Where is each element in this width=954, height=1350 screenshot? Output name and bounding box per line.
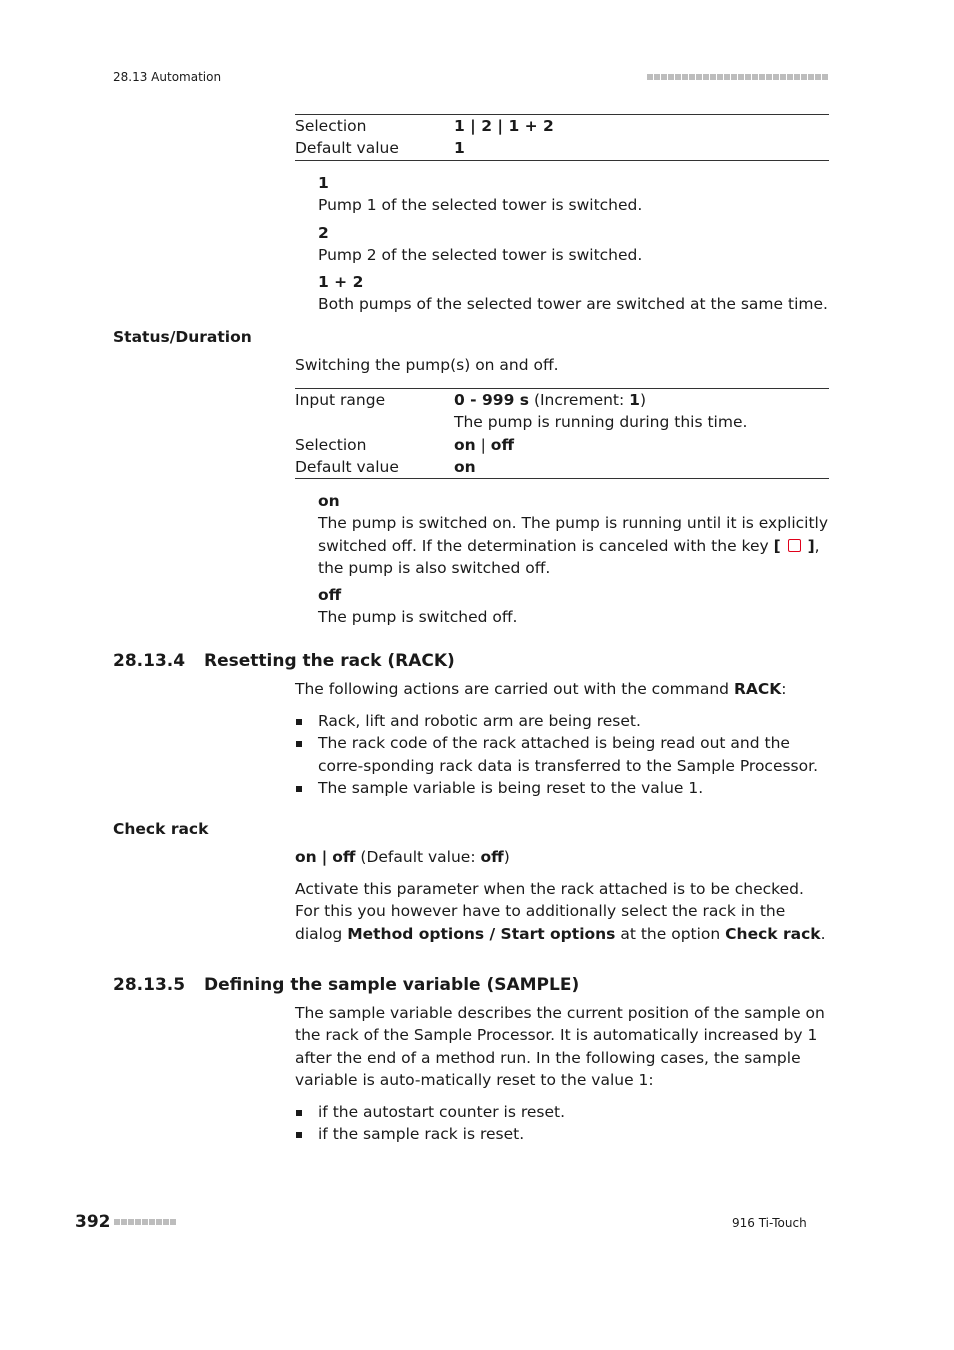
status-duration-heading: Status/Duration [113, 328, 252, 346]
param-key: Input range [295, 391, 386, 409]
page-number: 392 [75, 1212, 111, 1232]
table-row [295, 137, 829, 160]
list-item: The rack code of the rack attached is being read out and the corre-sponding rack data is transferred to the Sample Processor. [295, 732, 829, 777]
option-description: Pump 1 of the selected tower is switched. [318, 196, 643, 215]
on-description-part: , the pump is also switched off. [318, 536, 820, 577]
rack-intro-colon: : [781, 680, 787, 698]
section-heading-sample [113, 975, 579, 995]
list-item: if the sample rack is reset. [295, 1123, 829, 1145]
header-section-title: 28.13 Automation [113, 70, 222, 84]
check-default-value: off [480, 848, 504, 866]
option-term: on [318, 492, 340, 510]
input-range-value: 0 - 999 s [454, 391, 529, 409]
table-row [295, 389, 829, 434]
check-default-close: ) [503, 848, 510, 866]
increment-label: (Increment: [533, 391, 630, 409]
param-key: Default value [295, 139, 399, 158]
option-term: 1 [318, 174, 329, 192]
table-row [295, 434, 829, 456]
footer-product-name: 916 Ti-Touch [732, 1216, 807, 1230]
check-rack-values [295, 846, 829, 868]
check-default-label: (Default value: [360, 848, 481, 866]
key-open-bracket: [ [773, 536, 781, 555]
sample-cases-list [295, 1101, 829, 1146]
param-key: Selection [295, 117, 367, 135]
check-desc-period: . [820, 924, 826, 943]
key-close-bracket: ] [807, 536, 815, 555]
section-number: 28.13.4 [113, 651, 186, 671]
option-description: Pump 2 of the selected tower is switched. [318, 245, 643, 264]
pump-options-list [318, 168, 829, 316]
param-value: 1 | 2 | 1 + 2 [454, 117, 554, 135]
list-item: if the autostart counter is reset. [295, 1101, 829, 1123]
input-range-note: The pump is running during this time. [454, 413, 748, 432]
param-key: Default value [295, 457, 399, 476]
param-value [454, 434, 829, 456]
increment-value: 1 [629, 391, 640, 409]
option-term: 1 + 2 [318, 273, 364, 292]
table-row [295, 115, 829, 138]
section-title: Resetting the rack (RACK) [204, 651, 455, 671]
status-intro: Switching the pump(s) on and off. [295, 356, 559, 374]
param-key: Selection [295, 435, 367, 454]
check-desc-dialog: Method options / Start options [347, 924, 616, 943]
option-description: The pump is switched off. [318, 608, 518, 627]
on-description-part: The pump is switched on. The pump is running until it is explicitly switched off. If the determination is canceled with the key [318, 514, 829, 555]
list-item: Rack, lift and robotic arm are being reset. [295, 710, 829, 732]
option-term: off [318, 586, 342, 605]
rack-command: RACK [733, 680, 782, 698]
param-value: 1 [454, 139, 465, 158]
table-row [295, 456, 829, 479]
selection-separator: | [480, 435, 486, 454]
check-off: off [332, 848, 356, 866]
status-parameter-table [295, 388, 829, 479]
rack-intro-text: The following actions are carried out with the command [295, 680, 734, 698]
increment-close: ) [639, 391, 647, 409]
check-on: on [295, 848, 317, 866]
header-decoration-dots [647, 74, 828, 80]
option-term: 2 [318, 223, 329, 242]
check-desc-text: at the option [615, 924, 726, 943]
option-description: Both pumps of the selected tower are switched at the same time. [318, 295, 828, 314]
section-number: 28.13.5 [113, 975, 186, 995]
check-desc-text: Activate this parameter when the rack attached is to be checked. For this you however have to additionally select the rack in the dialog [295, 880, 804, 943]
check-rack-heading: Check rack [113, 820, 209, 838]
pump-parameter-table [295, 114, 829, 161]
option-description [318, 512, 829, 579]
rack-actions-list [295, 710, 829, 799]
selection-off: off [490, 435, 515, 454]
stop-key-icon [788, 539, 801, 552]
param-value: on [454, 457, 476, 476]
check-desc-option: Check rack [725, 924, 821, 943]
check-separator: | [321, 848, 328, 866]
status-options-list [318, 486, 829, 629]
sample-intro: The sample variable describes the current position of the sample on the rack of the Sample Processor. It is automatically increased by 1 after the end of a method run. In the following cases, the sample variable is auto-matically reset to the value 1: [295, 1004, 825, 1089]
footer-decoration-dots [114, 1219, 176, 1225]
section-title: Defining the sample variable (SAMPLE) [204, 975, 580, 995]
check-rack-description [295, 878, 829, 945]
rack-intro [295, 678, 829, 700]
list-item: The sample variable is being reset to the value 1. [295, 777, 829, 799]
param-value [454, 389, 829, 434]
selection-on: on [454, 435, 476, 454]
section-heading-rack [113, 651, 455, 671]
